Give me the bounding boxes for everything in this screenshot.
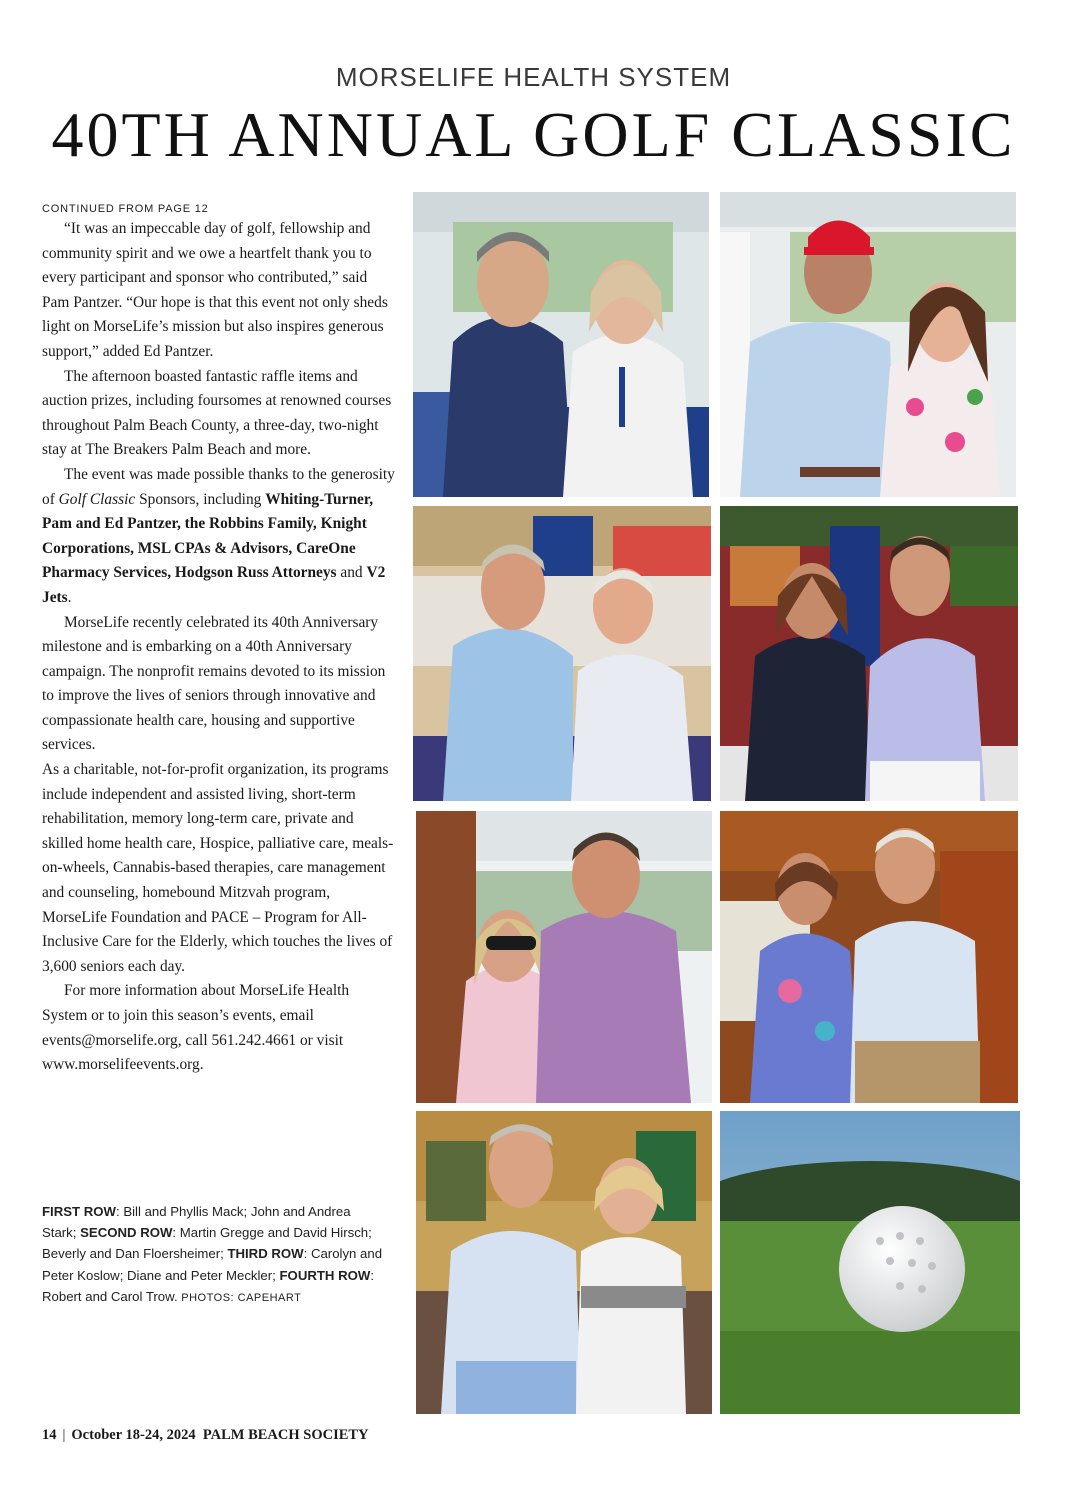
photo-caption: [42, 1201, 387, 1309]
caption-row3-label: THIRD ROW: [227, 1246, 304, 1262]
section-kicker: MORSELIFE HEALTH SYSTEM: [335, 62, 732, 92]
caption-row2-label: SECOND ROW: [80, 1225, 173, 1241]
photo-martin-gregge-david-hirsch: [413, 506, 711, 801]
paragraph-4: MorseLife recently celebrated its 40th Anniversary milestone and is embarking on a 40th Anniversary campaign. The nonprofit remains devoted to its mission to improve the lives of seniors through innovative and compassionate health care, housing and supportive services.: [42, 613, 386, 754]
issue-date: October 18-24, 2024: [71, 1427, 196, 1443]
caption-row3-text: : Carolyn and Peter Koslow; Diane and Peter Meckler;: [42, 1246, 383, 1283]
page-number: 14: [42, 1427, 57, 1443]
footer-separator: |: [62, 1427, 66, 1443]
caption-row1-text: : Bill and Phyllis Mack; John and Andrea Stark;: [42, 1204, 351, 1241]
continued-note: CONTINUED FROM PAGE 12: [42, 203, 209, 215]
p3-end: .: [67, 588, 72, 606]
photo-robert-carol-trow: [416, 1111, 712, 1414]
sponsor-last: V2 Jets: [42, 564, 386, 606]
p3-and: and: [336, 564, 367, 582]
page-footer: [42, 1427, 369, 1444]
photo-beverly-dan-floersheimer: [720, 506, 1018, 801]
photo-golf-ball: [720, 1111, 1020, 1414]
photo-carolyn-peter-koslow: [416, 811, 712, 1103]
paragraph-2: The afternoon boasted fantastic raffle items and auction prizes, including foursomes at renowned courses throughout Palm Beach County, a three-day, two-night stay at The Breakers Palm Beach and more.: [42, 367, 392, 459]
paragraph-3: [42, 463, 396, 611]
caption-row1-label: FIRST ROW: [42, 1204, 116, 1219]
photo-diane-peter-meckler: [720, 811, 1018, 1103]
photo-credit: PHOTOS: CAPEHART: [181, 1291, 302, 1304]
sponsor-list: Whiting-Turner, Pam and Ed Pantzer, the Robbins Family, Knight Corporations, MSL CPAs & Advisors, CareOne Pharmacy Services, Hodgson Russ Attorneys: [42, 490, 374, 582]
paragraph-5: For more information about MorseLife Health System or to join this season’s events, email events@morselife.org, call 561.242.4661 or visit www.morselifeevents.org.: [42, 982, 350, 1074]
publication-name: PALM BEACH SOCIETY: [202, 1427, 369, 1443]
photo-john-andrea-stark: [720, 192, 1016, 497]
paragraph-1: “It was an impeccable day of golf, fellowship and community spirit and we owe a heartfelt thank you to every participant and sponsor who contributed,” said Pam Pantzer. “Our hope is that this event not only sheds light on MorseLife’s mission but also inspires generous support,” added Ed Pantzer.: [42, 220, 388, 360]
page-headline: 40TH ANNUAL GOLF CLASSIC: [51, 99, 1016, 170]
photo-bill-phyllis-mack: [413, 192, 709, 497]
paragraph-4b: As a charitable, not-for-profit organization, its programs include independent and assisted living, short-term rehabilitation, memory long-term care, private and skilled home health care, Hospice, palliative care, meals-on-wheels, Cannabis-based therapies, care management and counseling, homebound Mitzvah program, MorseLife Foundation and PACE – Program for All-Inclusive Care for the Elderly, which touches the lives of 3,600 seniors each day.: [42, 761, 394, 975]
caption-row4-label: FOURTH ROW: [279, 1267, 371, 1283]
p3-italic: Golf Classic: [58, 490, 136, 508]
p3-text-b: Sponsors, including: [135, 490, 266, 508]
article-body: [42, 203, 396, 1078]
caption-row2-text: : Martin Gregge and David Hirsch; Beverly and Dan Floersheimer;: [42, 1225, 372, 1262]
caption-row4-text: : Robert and Carol Trow.: [42, 1267, 375, 1304]
p3-text-a: The event was made possible thanks to the generosity of: [42, 465, 395, 508]
